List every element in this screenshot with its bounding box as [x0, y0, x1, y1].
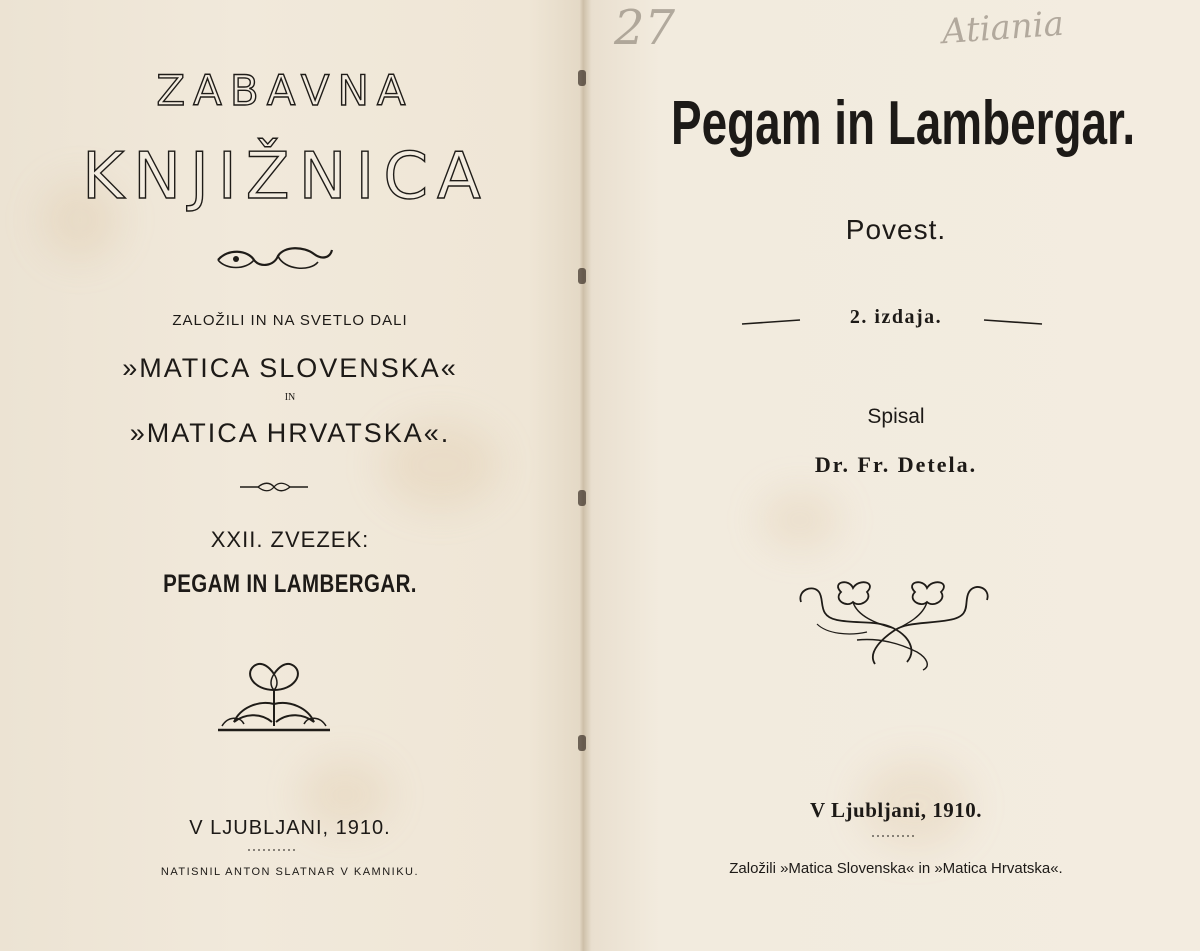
right-page	[592, 0, 1200, 951]
printer-line: NATISNIL ANTON SLATNAR V KAMNIKU.	[160, 866, 420, 878]
dot-rule-icon	[872, 833, 916, 839]
dot-rule-icon	[248, 847, 298, 853]
edition-rule-right-icon	[984, 318, 1042, 326]
author: Dr. Fr. Detela.	[814, 452, 978, 477]
publisher-2: »MATICA HRVATSKA«.	[129, 418, 451, 448]
publishers-intro: ZALOŽILI IN NA SVETLO DALI	[172, 312, 408, 329]
volume-title-wrap	[0, 570, 580, 599]
right-place-date: V Ljubljani, 1910.	[810, 798, 982, 822]
series-title-line1: ZABAVNA	[156, 66, 414, 115]
ornament-flourish-icon	[214, 244, 334, 274]
book-title: Pegam in Lambergar.	[671, 89, 1136, 158]
written-by: Spisal	[867, 405, 925, 428]
handwritten-note: Atiania	[940, 3, 1066, 53]
right-publishers: Založili »Matica Slovenska« in »Matica Hrvatska«.	[729, 860, 1063, 877]
handwritten-number: 27	[614, 0, 676, 56]
floral-ornament-icon	[797, 580, 992, 672]
small-flourish-icon	[238, 480, 310, 494]
left-page	[0, 0, 580, 951]
conjunction: IN	[284, 392, 296, 403]
series-title-line2: KNJIŽNICA	[82, 140, 490, 214]
flower-ornament-icon	[214, 660, 334, 734]
title-wrap	[592, 88, 1200, 159]
edition: 2. izdaja.	[849, 306, 943, 328]
publisher-1: »MATICA SLOVENSKA«	[122, 353, 458, 383]
genre: Povest.	[845, 214, 947, 245]
volume-number: XXII. ZVEZEK:	[210, 527, 370, 552]
volume-title: PEGAM IN LAMBERGAR.	[163, 570, 417, 598]
left-place-date: V LJUBLJANI, 1910.	[189, 817, 391, 839]
